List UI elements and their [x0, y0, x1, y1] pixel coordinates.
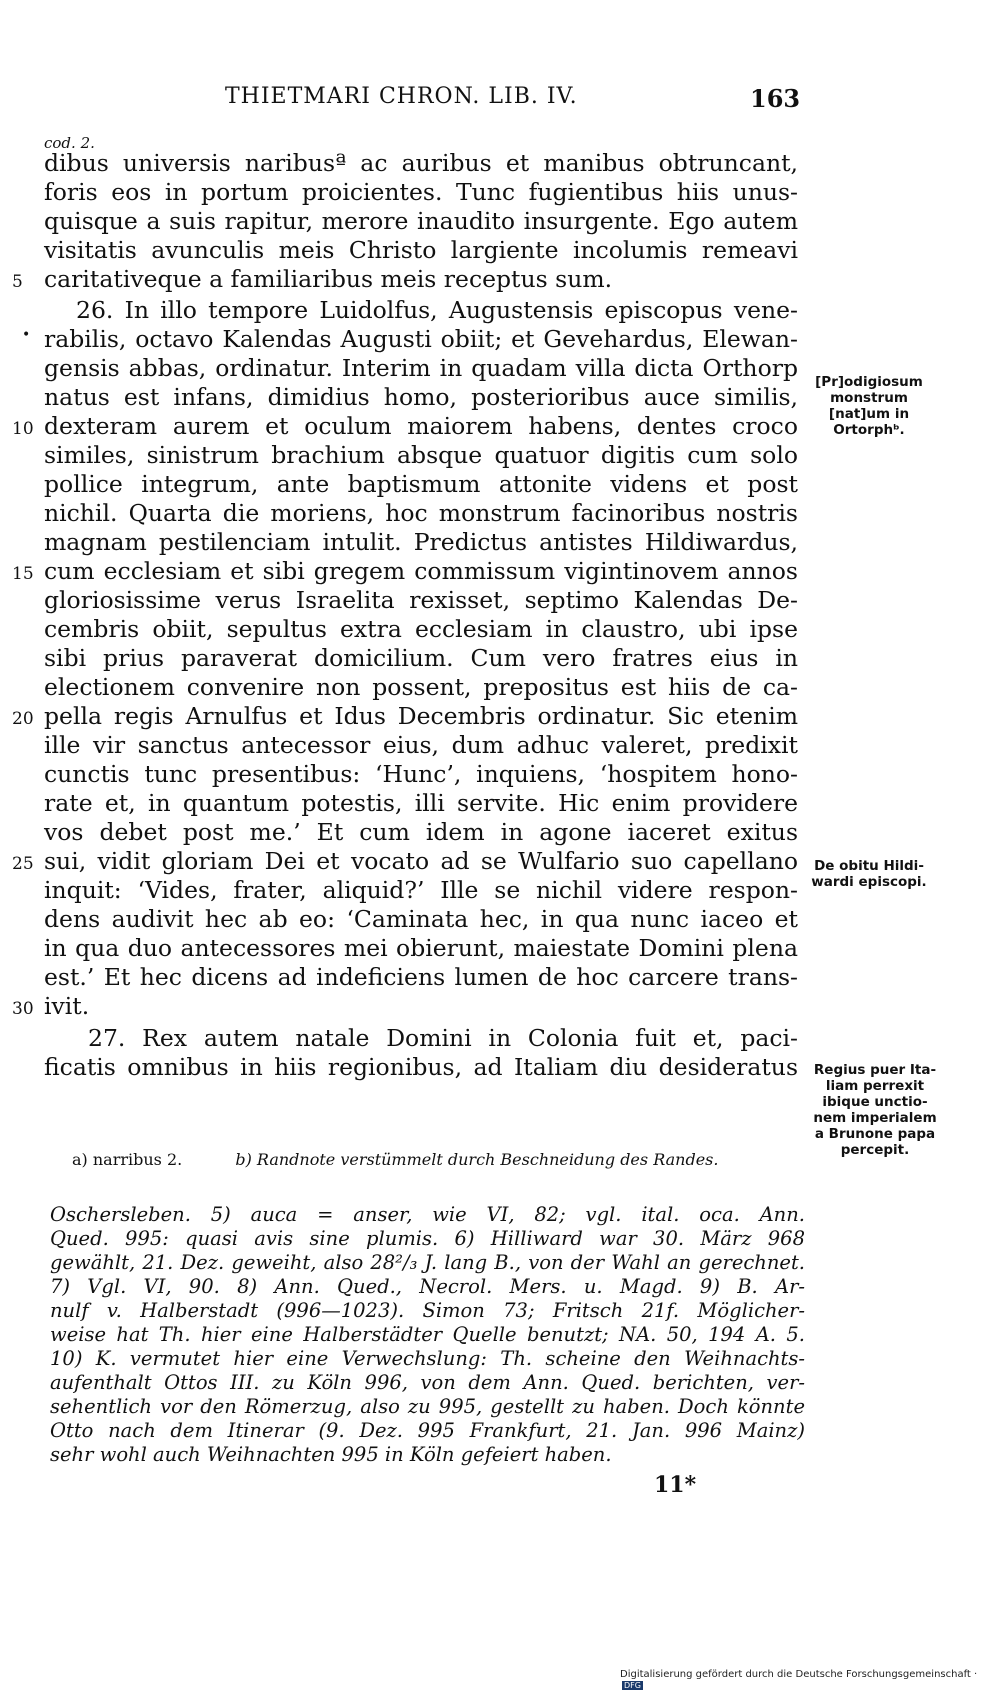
note-line: sehentlich vor den Römerzug, also zu 995, gestellt zu haben. Doch könnte	[50, 1395, 805, 1418]
text-line: 26. In illo tempore Luidolfus, Augustensis episcopus vene-	[76, 296, 798, 324]
margin-note-line: liam perrexit	[825, 1078, 925, 1094]
text-line: rate et, in quantum potestis, illi servite. Hic enim providere	[44, 789, 798, 817]
margin-note-line: nem imperialem	[813, 1110, 937, 1126]
note-line: nulf v. Halberstadt (996—1023). Simon 73; Fritsch 21f. Möglicher-	[50, 1299, 805, 1322]
text-line: caritativeque a familiaribus meis receptus sum.	[44, 265, 613, 293]
note-line: sehr wohl auch Weihnachten 995 in Köln gefeiert haben.	[50, 1443, 612, 1466]
text-line: pollice integrum, ante baptismum attonite videns et post	[44, 470, 798, 498]
margin-note-line: a Brunone papa	[814, 1126, 936, 1142]
margin-note-line: Ortorphᵇ.	[833, 422, 905, 438]
text-line: natus est infans, dimidius homo, posterioribus auce similis,	[44, 383, 798, 411]
text-line: pella regis Arnulfus et Idus Decembris ordinatur. Sic etenim	[44, 702, 798, 730]
line-number: 15	[12, 564, 34, 584]
text-line: foris eos in portum proicientes. Tunc fugientibus hiis unus-	[44, 178, 798, 206]
line-number: 20	[12, 709, 34, 729]
margin-note-obitu	[800, 858, 938, 890]
text-line: dens audivit hec ab eo: ‘Caminata hec, in qua nunc iaceo et	[44, 905, 798, 933]
margin-note-line: De obitu Hildi-	[814, 858, 924, 874]
note-line: Qued. 995: quasi avis sine plumis. 6) Hilliward war 30. März 968	[50, 1227, 805, 1250]
text-line: magnam pestilenciam intulit. Predictus antistes Hildiwardus,	[44, 528, 798, 556]
text-line: vos debet post me.’ Et cum idem in agone iaceret exitus	[44, 818, 798, 846]
text-line: dibus universis naribusª ac auribus et manibus obtruncant,	[44, 149, 798, 177]
line-number: 25	[12, 854, 34, 874]
text-line: dexteram aurem et oculum maiorem habens, dentes croco	[44, 412, 798, 440]
note-line: Otto nach dem Itinerar (9. Dez. 995 Frankfurt, 21. Jan. 996 Mainz)	[50, 1419, 805, 1442]
margin-note-prodigiosum	[800, 374, 938, 438]
text-line: nichil. Quarta die moriens, hoc monstrum facinoribus nostris	[44, 499, 798, 527]
codex-label: cod. 2.	[44, 134, 95, 152]
line-number: 30	[12, 999, 34, 1019]
note-line: weise hat Th. hier eine Halberstädter Quelle benutzt; NA. 50, 194 A. 5.	[50, 1323, 805, 1346]
text-line: ivit.	[44, 992, 90, 1020]
dfg-logo: DFG	[624, 1681, 641, 1690]
line-number: 10	[12, 419, 34, 439]
text-line: in qua duo antecessores mei obierunt, maiestate Domini plena	[44, 934, 798, 962]
text-line: ficatis omnibus in hiis regionibus, ad Italiam diu desideratus	[44, 1053, 798, 1081]
note-line: gewählt, 21. Dez. geweiht, also 28²/₃ J. lang B., von der Wahl an gerechnet.	[50, 1251, 805, 1274]
text-line: cembris obiit, sepultus extra ecclesiam in claustro, ubi ipse	[44, 615, 798, 643]
text-line: similes, sinistrum brachium absque quatuor digitis cum solo	[44, 441, 798, 469]
text-line: est.’ Et hec dicens ad indeficiens lumen de hoc carcere trans-	[44, 963, 798, 991]
margin-note-line: wardi episcopi.	[811, 874, 927, 890]
note-line: 10) K. vermutet hier eine Verwechslung: Th. scheine den Weihnachts-	[50, 1347, 805, 1370]
margin-note-line: Regius puer Ita-	[813, 1062, 937, 1078]
text-line: visitatis avunculis meis Christo largiente incolumis remeavi	[44, 236, 798, 264]
note-line: aufenthalt Ottos III. zu Köln 996, von dem Ann. Qued. berichten, ver-	[50, 1371, 805, 1394]
text-line: sui, vidit gloriam Dei et vocato ad se Wulfario suo capellano	[44, 847, 798, 875]
text-line: gloriosissime verus Israelita rexisset, septimo Kalendas De-	[44, 586, 798, 614]
dfg-credit	[620, 1669, 1000, 1691]
margin-note-line: percepit.	[840, 1142, 910, 1158]
margin-note-line: ibique unctio-	[822, 1094, 928, 1110]
text-line: gensis abbas, ordinatur. Interim in quadam villa dicta Orthorp	[44, 354, 798, 382]
critical-apparatus	[72, 1150, 832, 1169]
text-line: sibi prius paraverat domicilium. Cum vero fratres eius in	[44, 644, 798, 672]
text-line: inquit: ‘Vides, frater, aliquid?’ Ille se nichil videre respon-	[44, 876, 798, 904]
margin-note-line: monstrum	[830, 390, 908, 406]
line-number: 5	[12, 272, 23, 292]
text-line: rabilis, octavo Kalendas Augusti obiit; et Gevehardus, Elewan-	[44, 325, 798, 353]
running-head: THIETMARI CHRON. LIB. IV.	[225, 84, 578, 109]
text-line: ille vir sanctus antecessor eius, dum adhuc valeret, predixit	[44, 731, 798, 759]
text-line: quisque a suis rapitur, merore inaudito insurgente. Ego autem	[44, 207, 798, 235]
text-line: cum ecclesiam et sibi gregem commissum vigintinovem annos	[44, 557, 798, 585]
page-number: 163	[750, 84, 801, 113]
note-line: Oschersleben. 5) auca = anser, wie VI, 82; vgl. ital. oca. Ann.	[50, 1203, 805, 1226]
dfg-credit-text: Digitalisierung gefördert durch die Deutsche Forschungsgemeinschaft ·	[620, 1669, 978, 1680]
margin-note-regius	[800, 1062, 950, 1158]
margin-note-line: [nat]um in	[828, 406, 910, 422]
text-line: electionem convenire non possent, prepositus est hiis de ca-	[44, 673, 798, 701]
text-line: 27. Rex autem natale Domini in Colonia fuit et, paci-	[88, 1024, 798, 1052]
margin-bullet: •	[22, 327, 31, 343]
apparatus-note: b) Randnote verstümmelt durch Beschneidung des Randes.	[235, 1150, 719, 1169]
note-line: 7) Vgl. VI, 90. 8) Ann. Qued., Necrol. Mers. u. Magd. 9) B. Ar-	[50, 1275, 805, 1298]
text-line: cunctis tunc presentibus: ‘Hunc’, inquiens, ‘hospitem hono-	[44, 760, 798, 788]
margin-note-line: [Pr]odigiosum	[815, 374, 923, 390]
apparatus-note: a) narribus 2.	[72, 1150, 183, 1169]
signature-mark: 11*	[654, 1472, 697, 1498]
